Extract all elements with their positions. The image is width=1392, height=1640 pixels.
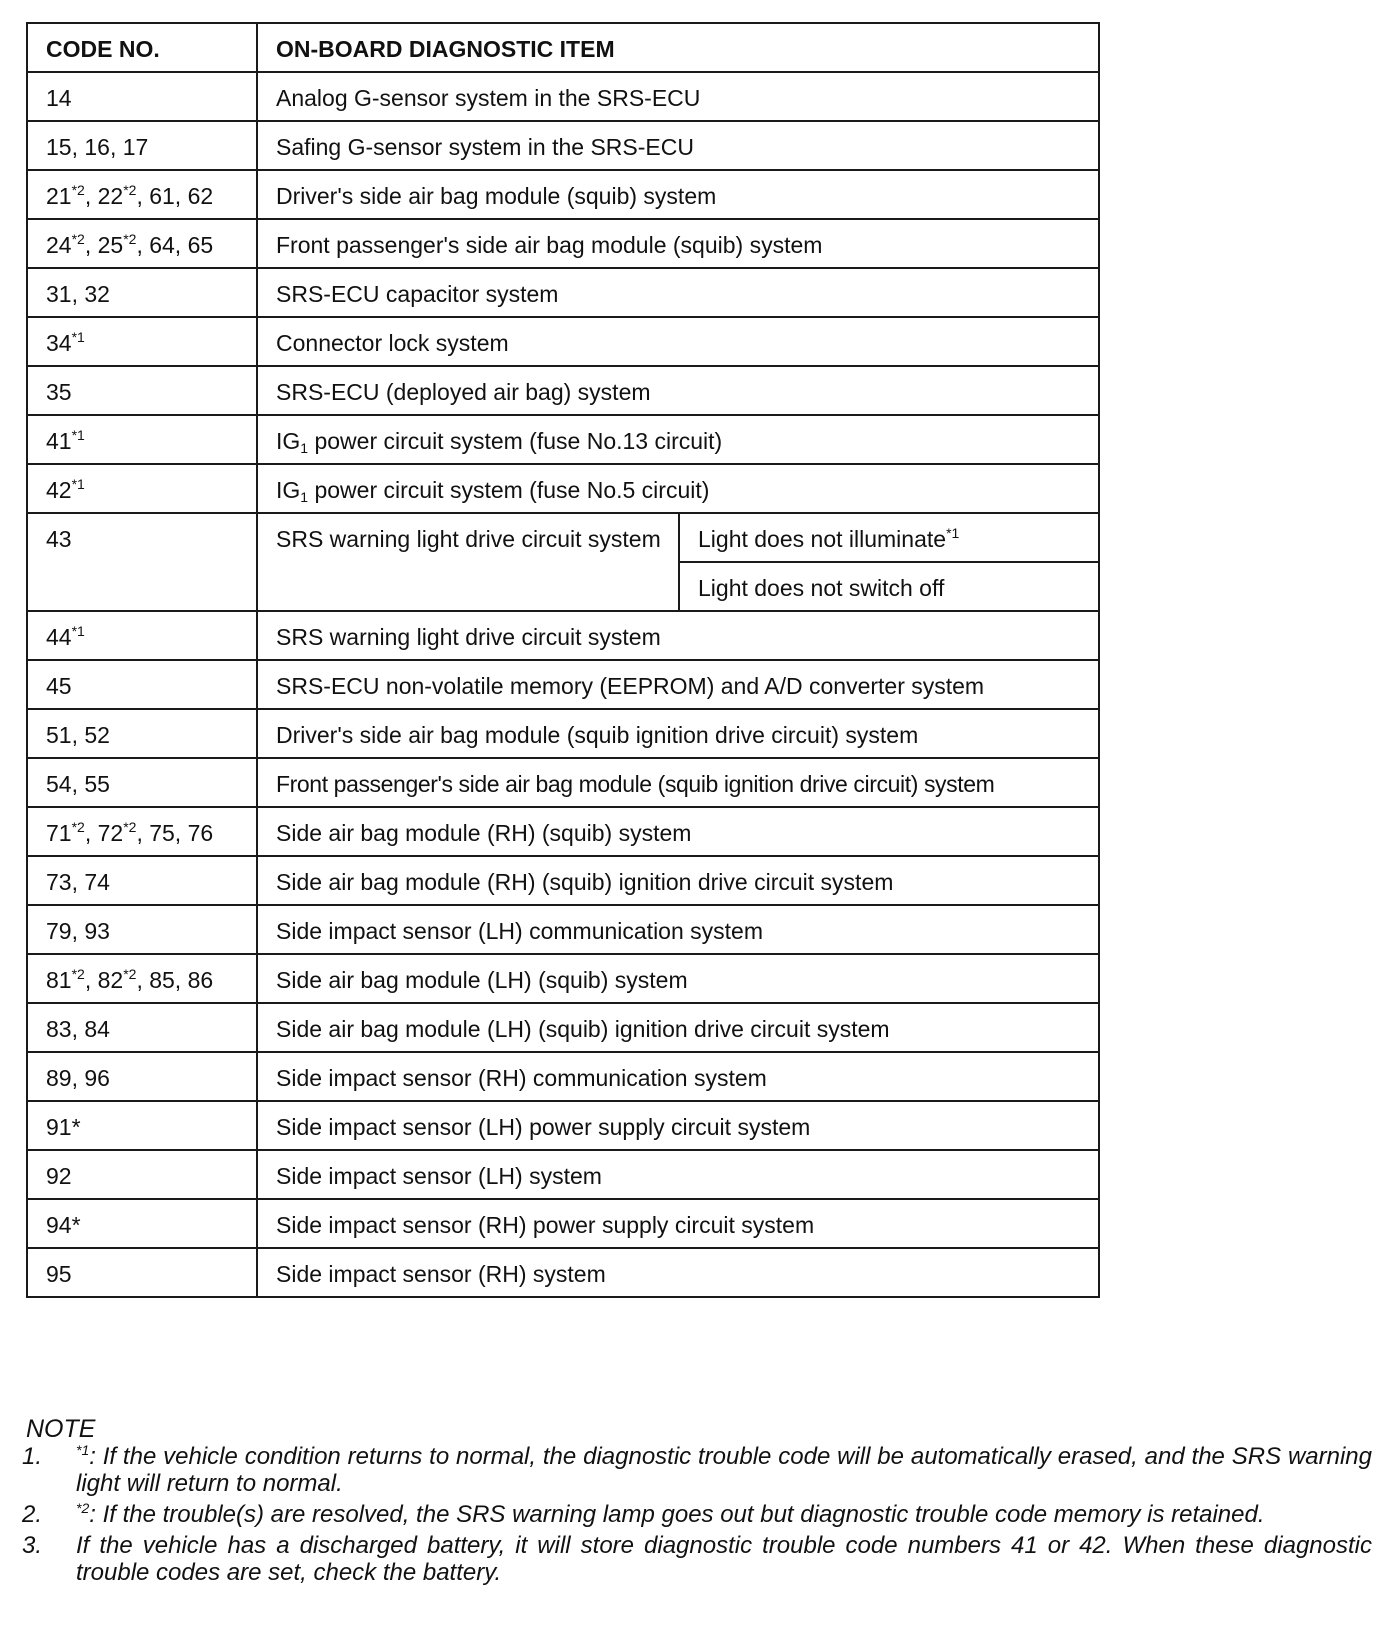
item-cell: Side air bag module (LH) (squib) system — [257, 954, 1099, 1003]
table-row — [27, 905, 1099, 954]
note-number: 1. — [22, 1443, 43, 1470]
item-cell: Side air bag module (LH) (squib) ignition drive circuit system — [257, 1003, 1099, 1052]
item-cell: Front passenger's side air bag module (squib) system — [257, 219, 1099, 268]
code-cell: 95 — [27, 1248, 257, 1297]
table-row — [27, 758, 1099, 807]
note-number: 2. — [22, 1501, 43, 1528]
item-cell: Safing G-sensor system in the SRS-ECU — [257, 121, 1099, 170]
sub-item-cell: Light does not illuminate$^{*1}$ — [679, 513, 1099, 562]
item-cell: Connector lock system — [257, 317, 1099, 366]
item-cell: SRS-ECU (deployed air bag) system — [257, 366, 1099, 415]
item-cell: SRS-ECU capacitor system — [257, 268, 1099, 317]
code-cell: 21$^{*2}$, 22$^{*2}$, 61, 62 — [27, 170, 257, 219]
table-row — [27, 317, 1099, 366]
code-cell: 51, 52 — [27, 709, 257, 758]
table-row — [27, 1150, 1099, 1199]
table-row — [27, 415, 1099, 464]
table-row — [27, 219, 1099, 268]
code-cell: 79, 93 — [27, 905, 257, 954]
item-cell: Side impact sensor (RH) system — [257, 1248, 1099, 1297]
code-cell: 83, 84 — [27, 1003, 257, 1052]
table-header-row — [27, 23, 1099, 72]
table-row — [27, 856, 1099, 905]
item-cell: Side impact sensor (LH) power supply circuit system — [257, 1101, 1099, 1150]
code-cell: 92 — [27, 1150, 257, 1199]
code-cell: 42$^{*1}$ — [27, 464, 257, 513]
note-item — [22, 1501, 1372, 1528]
item-cell: Side impact sensor (LH) system — [257, 1150, 1099, 1199]
table-row — [27, 1248, 1099, 1297]
table-row — [27, 464, 1099, 513]
item-cell: Side impact sensor (RH) communication system — [257, 1052, 1099, 1101]
code-cell: 34$^{*1}$ — [27, 317, 257, 366]
item-cell: Side air bag module (RH) (squib) system — [257, 807, 1099, 856]
note-ref: *2 — [76, 1500, 90, 1516]
note-item — [22, 1443, 1372, 1497]
code-cell: 81$^{*2}$, 82$^{*2}$, 85, 86 — [27, 954, 257, 1003]
item-cell: SRS-ECU non-volatile memory (EEPROM) and A/D converter system — [257, 660, 1099, 709]
diagnostic-code-table — [26, 22, 1100, 1298]
code-cell: 41$^{*1}$ — [27, 415, 257, 464]
code-cell: 94* — [27, 1199, 257, 1248]
code-cell: 31, 32 — [27, 268, 257, 317]
table-row — [27, 611, 1099, 660]
table-row — [27, 1101, 1099, 1150]
code-cell: 45 — [27, 660, 257, 709]
item-cell: Side impact sensor (RH) power supply circuit system — [257, 1199, 1099, 1248]
table-row — [27, 709, 1099, 758]
header-code-no: CODE NO. — [27, 23, 257, 72]
note-text: : If the trouble(s) are resolved, the SRS warning lamp goes out but diagnostic trouble code memory is retained. — [89, 1501, 1265, 1528]
table-row — [27, 170, 1099, 219]
table-row — [27, 121, 1099, 170]
sub-item-cell: Light does not switch off — [679, 562, 1099, 611]
item-cell: $IG_1$ power circuit system (fuse No.5 circuit) — [257, 464, 1099, 513]
code-cell: 14 — [27, 72, 257, 121]
code-cell: 71$^{*2}$, 72$^{*2}$, 75, 76 — [27, 807, 257, 856]
table-row — [27, 513, 1099, 562]
item-cell: Analog G-sensor system in the SRS-ECU — [257, 72, 1099, 121]
item-cell: SRS warning light drive circuit system — [257, 611, 1099, 660]
header-diagnostic-item: ON-BOARD DIAGNOSTIC ITEM — [257, 23, 1099, 72]
item-cell: $IG_1$ power circuit system (fuse No.13 circuit) — [257, 415, 1099, 464]
table-row — [27, 268, 1099, 317]
code-cell: 54, 55 — [27, 758, 257, 807]
table-row — [27, 72, 1099, 121]
table-row — [27, 366, 1099, 415]
notes-list — [22, 1443, 1372, 1586]
table-row — [27, 807, 1099, 856]
notes-section — [22, 1416, 1372, 1590]
table-row — [27, 1199, 1099, 1248]
note-number: 3. — [22, 1532, 43, 1559]
item-cell: Side impact sensor (LH) communication system — [257, 905, 1099, 954]
notes-title: NOTE — [26, 1415, 96, 1443]
note-ref: *1 — [76, 1442, 90, 1458]
code-cell: 43 — [27, 513, 257, 611]
table-row — [27, 954, 1099, 1003]
table-row — [27, 1003, 1099, 1052]
code-cell: 73, 74 — [27, 856, 257, 905]
code-cell: 24$^{*2}$, 25$^{*2}$, 64, 65 — [27, 219, 257, 268]
code-cell: 91* — [27, 1101, 257, 1150]
item-cell: Front passenger's side air bag module (squib ignition drive circuit) system — [257, 758, 1099, 807]
code-cell: 15, 16, 17 — [27, 121, 257, 170]
note-text: : If the vehicle condition returns to normal, the diagnostic trouble code will be automatically erased, and the SRS warning light will return to normal. — [76, 1443, 1372, 1497]
code-cell: 89, 96 — [27, 1052, 257, 1101]
item-cell: Side air bag module (RH) (squib) ignition drive circuit system — [257, 856, 1099, 905]
item-cell: SRS warning light drive circuit system — [257, 513, 679, 611]
note-text: If the vehicle has a discharged battery, it will store diagnostic trouble code numbers 41 or 42. When these diagnostic trouble codes are set, check the battery. — [76, 1532, 1372, 1586]
code-cell: 44$^{*1}$ — [27, 611, 257, 660]
item-cell: Driver's side air bag module (squib ignition drive circuit) system — [257, 709, 1099, 758]
item-cell: Driver's side air bag module (squib) system — [257, 170, 1099, 219]
note-item — [22, 1532, 1372, 1586]
code-cell: 35 — [27, 366, 257, 415]
table-row — [27, 1052, 1099, 1101]
table-row — [27, 660, 1099, 709]
